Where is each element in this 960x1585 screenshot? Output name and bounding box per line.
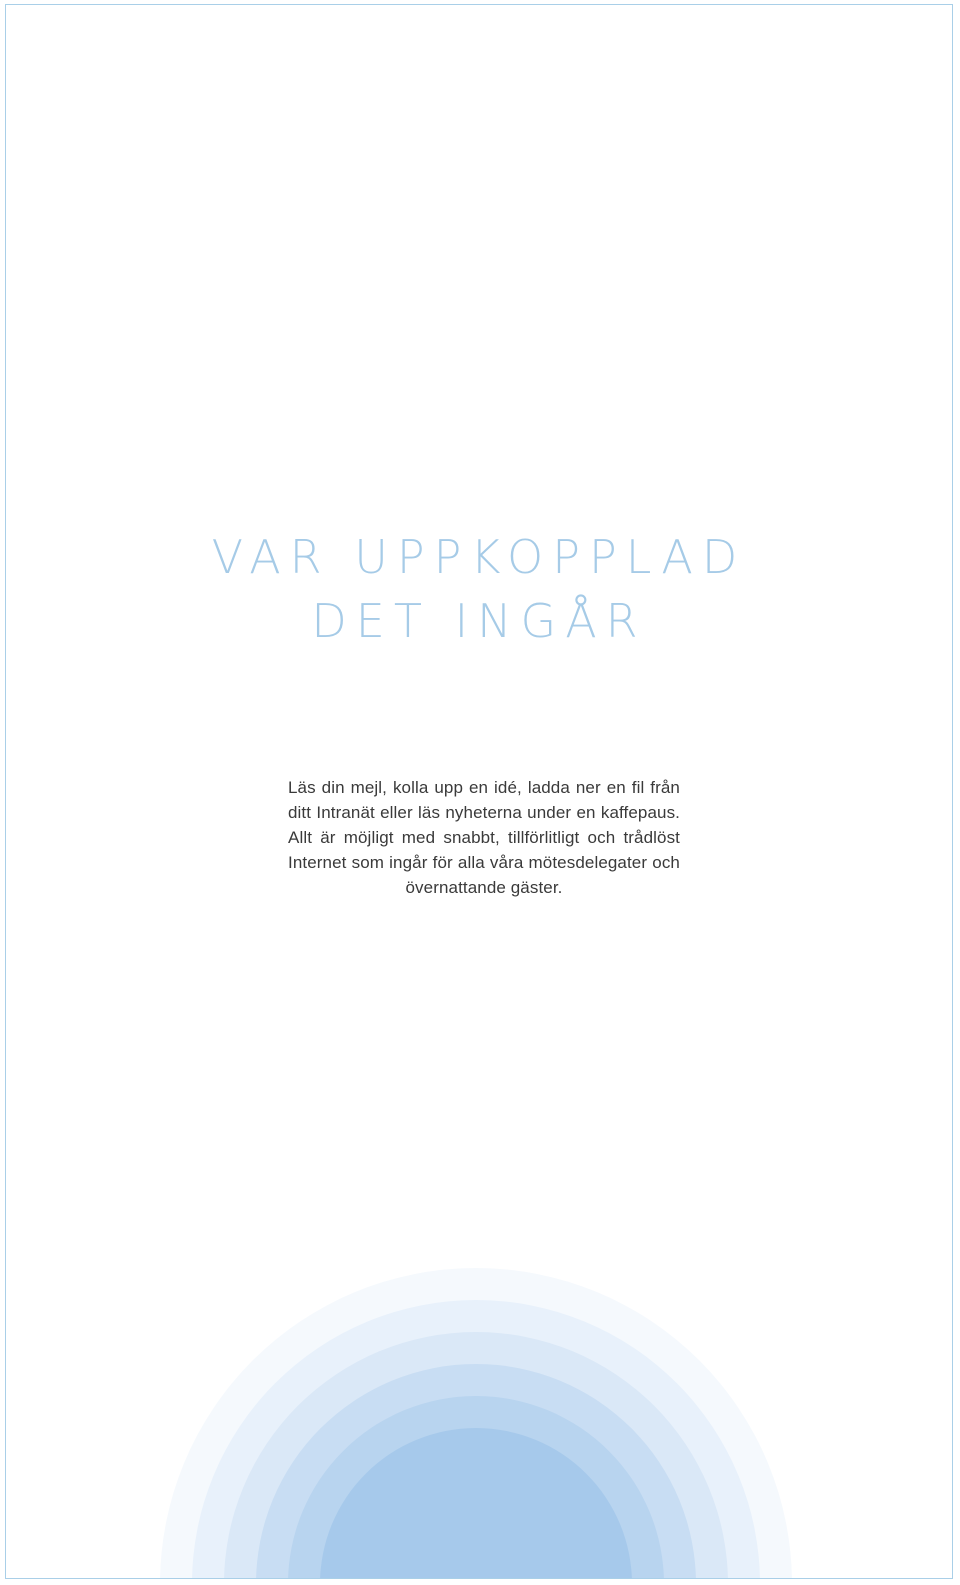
- headline-line-2: DET INGÅR: [311, 594, 647, 648]
- concentric-arcs-graphic: [6, 1268, 952, 1578]
- page-frame: [5, 4, 953, 1579]
- headline: [6, 525, 952, 653]
- headline-line-1: VAR UPPKOPPLAD: [211, 530, 747, 584]
- body-paragraph: Läs din mejl, kolla upp en idé, ladda ner en fil från ditt Intranät eller läs nyheterna under en kaffepaus. Allt är möjligt med snabbt, tillförlitligt och trådlöst Internet som ingår för alla våra mötesdelegater och övernattande gäster.: [288, 778, 680, 897]
